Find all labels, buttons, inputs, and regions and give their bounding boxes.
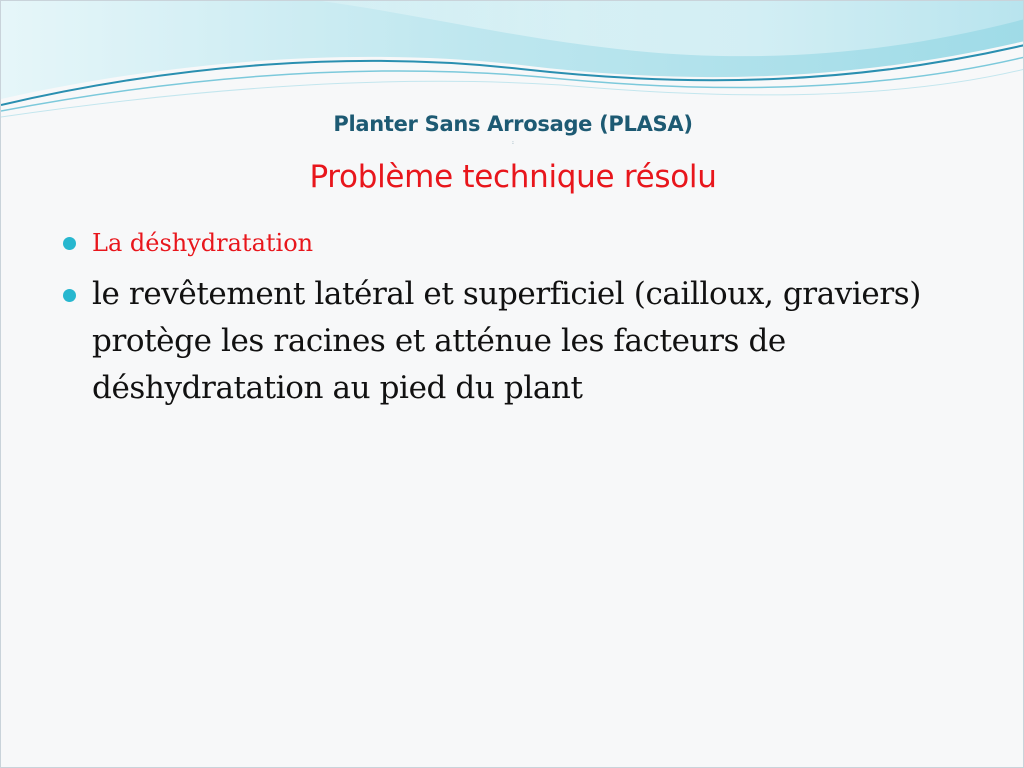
bullet-text: le revêtement latéral et superficiel (cailloux, graviers) protège les racines et atténue les facteurs de déshydratation au pied du plant (92, 276, 921, 406)
bullet-list (63, 223, 963, 412)
bullet-text: La déshydratation (92, 229, 314, 257)
bullet-dot-icon (63, 237, 76, 250)
bullet-item (63, 271, 963, 412)
bullet-dot-icon (63, 289, 76, 302)
title-block (1, 109, 1024, 199)
title-separator: : (512, 140, 514, 146)
slide-title: Planter Sans Arrosage (PLASA) (333, 112, 693, 136)
slide-subtitle: Problème technique résolu (309, 159, 717, 195)
bullet-item (63, 223, 963, 263)
